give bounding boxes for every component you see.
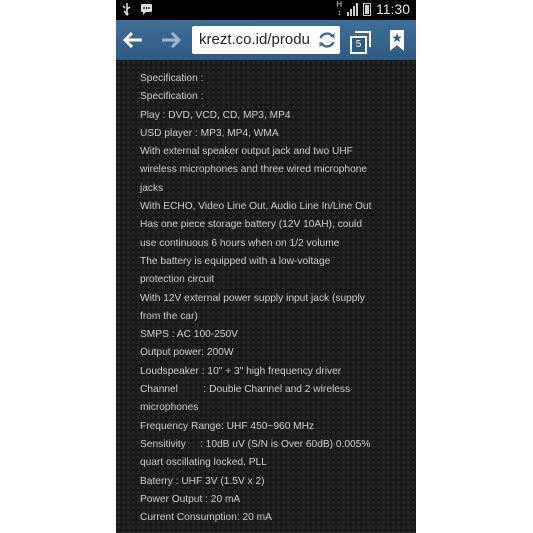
spec-line: Play : DVD, VCD, CD, MP3, MP4 (140, 109, 291, 121)
tabs-button[interactable] (348, 26, 374, 54)
spec-line: SMPS : AC 100-250V (140, 329, 238, 341)
browser-toolbar (116, 20, 416, 60)
status-bar (116, 0, 416, 20)
notification-icons (120, 2, 153, 19)
back-arrow-icon (122, 31, 144, 49)
spec-line: Frequency Range: UHF 450~960 MHz (140, 420, 315, 432)
spec-line: quart oscillating locked. PLL (140, 457, 267, 469)
clock: 11:30 (376, 1, 410, 17)
spec-line: Output power: 200W (140, 347, 234, 359)
bookmark-star-icon (382, 24, 412, 56)
spec-line: Specification : (140, 91, 204, 103)
spec-line: With ECHO, Video Line Out, Audio Line In/Line Out (140, 201, 372, 213)
forward-arrow-icon (160, 31, 182, 49)
system-icons (336, 1, 410, 17)
spec-line: Current Consumption: 20 mA (140, 512, 272, 524)
back-button[interactable] (118, 20, 148, 60)
spec-line: Loudspeaker : 10" + 3" high frequency driver (140, 365, 342, 377)
tab-count: 5 (350, 36, 367, 54)
spec-line: The battery is equipped with a low-voltage (140, 255, 331, 267)
spec-line: With 12V external power supply input jack (supply (140, 292, 365, 304)
address-bar[interactable] (192, 26, 340, 54)
spec-line: Baterry : UHF 3V (1.5V x 2) (140, 475, 265, 487)
spec-line: Sensitivity : 10dB uV (S/N is Over 60dB) 0.005% (140, 438, 371, 450)
spec-line: With external speaker output jack and two UHF (140, 146, 353, 158)
spec-line: Specification : (140, 73, 204, 84)
url-text: krezt.co.id/produ (199, 31, 310, 48)
spec-line: USD player : MP3, MP4, WMA (140, 127, 279, 139)
reload-icon (316, 29, 338, 51)
usb-icon (120, 2, 134, 19)
spec-line: microphones (140, 402, 199, 414)
phone-screen (116, 0, 416, 533)
spec-line: Power Output : 20 mA (140, 493, 241, 505)
spec-line: use continuous 6 hours when on 1/2 volume (140, 237, 340, 249)
spec-line: protection circuit (140, 274, 215, 286)
bookmark-button[interactable] (382, 24, 412, 56)
spec-list (116, 60, 416, 527)
spec-line: wireless microphones and three wired microphone (140, 164, 368, 176)
page-content[interactable] (116, 60, 416, 533)
network-type: H ↕ (336, 0, 342, 17)
spec-line: Channel : Double Channel and 2 wireless (140, 384, 351, 396)
spec-line: from the car) (140, 310, 198, 322)
reload-button[interactable] (316, 29, 338, 51)
battery-icon (363, 3, 371, 16)
chat-icon (140, 3, 153, 19)
signal-icon (347, 3, 358, 16)
spec-line: jacks (140, 182, 164, 194)
spec-line: Has one piece storage battery (12V 10AH), could (140, 219, 362, 231)
forward-button[interactable] (156, 20, 186, 60)
